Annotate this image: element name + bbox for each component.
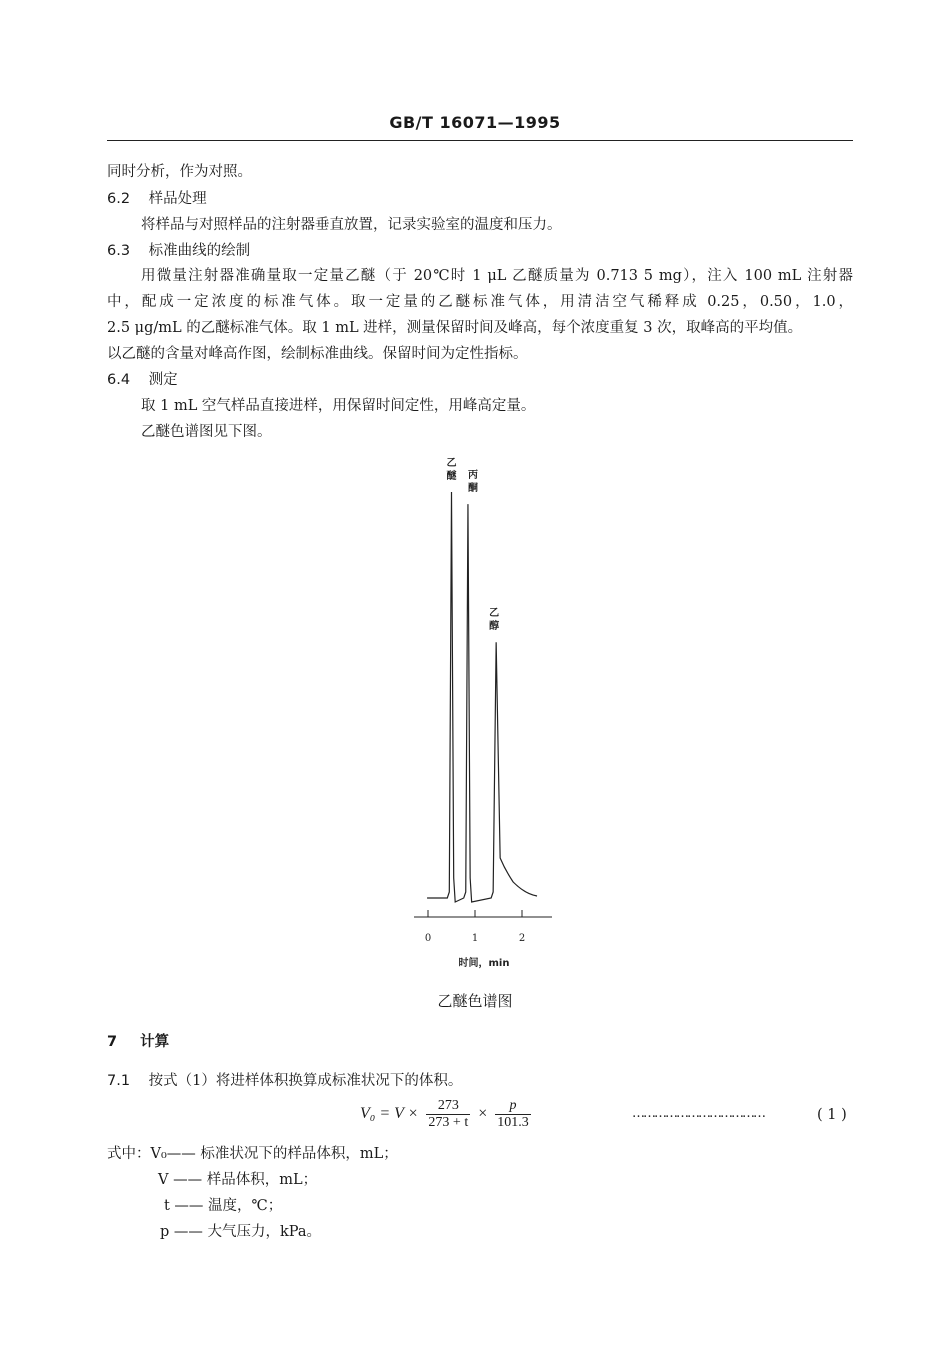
fraction-denominator: 273 + t	[428, 1115, 469, 1130]
section-text: 按式（1）将进样体积换算成标准状况下的体积。	[148, 1073, 463, 1089]
peak-label-char: 丙	[467, 470, 478, 482]
intro-line: 同时分析，作为对照。	[107, 164, 252, 180]
section-6-3-para-4: 以乙醚的含量对峰高作图，绘制标准曲线。保留时间为定性指标。	[107, 346, 528, 362]
section-6-3-para-3: 2.5 μg/mL 的乙醚标准气体。取 1 mL 进样，测量保留时间及峰高，每个浓度重复 3 次，取峰高的平均值。	[107, 320, 803, 336]
chromatogram-trace	[427, 492, 537, 902]
section-6-2-heading	[107, 187, 207, 208]
peak-label-char: 乙	[489, 608, 500, 620]
fraction-pressure	[495, 1098, 531, 1131]
x-tick-label: 2	[518, 933, 526, 944]
where-v: V —— 样品体积，mL；	[158, 1172, 318, 1188]
section-number: 6.3	[107, 243, 131, 259]
section-6-4-para-2: 乙醚色谱图见下图。	[141, 424, 272, 440]
peak-labels	[447, 457, 500, 632]
where-p: p —— 大气压力，kPa。	[160, 1224, 322, 1240]
x-tick-label: 0	[424, 933, 432, 944]
chromatogram-chart	[400, 458, 560, 980]
peak-label-char: 醇	[489, 621, 500, 633]
formula-1	[360, 1098, 535, 1131]
section-number: 7.1	[107, 1073, 131, 1089]
fraction-numerator: 273	[426, 1098, 470, 1115]
equation-number: ( 1 )	[817, 1107, 847, 1123]
section-6-4-para-1: 取 1 mL 空气样品直接进样，用保留时间定性，用峰高定量。	[141, 398, 536, 414]
x-tick-label: 1	[471, 933, 479, 944]
figure-caption: 乙醚色谱图	[437, 992, 513, 1010]
section-title: 测定	[148, 372, 178, 388]
section-6-2-text: 将样品与对照样品的注射器垂直放置，记录实验室的温度和压力。	[141, 217, 562, 233]
section-number: 6.2	[107, 191, 131, 207]
section-6-4-heading	[107, 368, 178, 389]
peak-label-char: 乙	[446, 458, 457, 469]
x-ticks	[425, 910, 525, 944]
section-number: 7	[107, 1034, 118, 1050]
where-t: t —— 温度，℃；	[164, 1198, 283, 1214]
section-7-1	[107, 1069, 462, 1090]
section-6-3-para-1: 用微量注射器准确量取一定量乙醚（于 20℃时 1 μL 乙醚质量为 0.713 5 mg），注入 100 mL 注射器	[141, 268, 853, 284]
section-title: 计算	[140, 1033, 170, 1050]
formula-leader-dots: ………………………………	[632, 1106, 764, 1121]
fraction-numerator: p	[495, 1098, 531, 1115]
where-intro: 式中：V₀—— 标准状况下的样品体积，mL；	[107, 1146, 398, 1162]
x-axis-label: 时间，min	[458, 958, 510, 969]
section-6-3-heading	[107, 239, 250, 260]
formula-lhs: V₀ = V ×	[360, 1105, 419, 1123]
section-6-3-para-2: 中，配成一定浓度的标准气体。取一定量的乙醚标准气体，用清洁空气稀释成 0.25，0.50，1.0，	[107, 294, 853, 310]
page-header: GB/T 16071—1995	[389, 113, 561, 132]
section-title: 样品处理	[148, 191, 207, 207]
peak-label-char: 酮	[467, 483, 478, 495]
header-rule	[107, 140, 853, 141]
section-number: 6.4	[107, 372, 131, 388]
fraction-denominator: 101.3	[497, 1115, 529, 1130]
section-7-heading	[107, 1030, 169, 1051]
section-title: 标准曲线的绘制	[148, 243, 251, 259]
fraction-temperature	[426, 1098, 470, 1131]
times-sign: ×	[478, 1105, 488, 1123]
peak-label-char: 醚	[446, 471, 457, 482]
